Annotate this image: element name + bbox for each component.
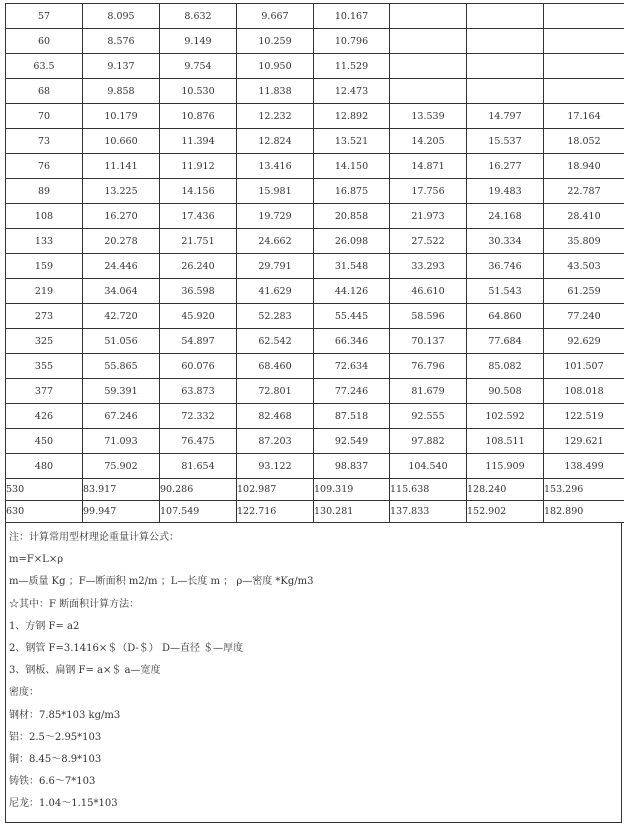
table-cell: 55.445 bbox=[314, 304, 390, 329]
table-cell: 10.530 bbox=[160, 79, 237, 104]
table-cell bbox=[467, 79, 544, 104]
table-cell: 17.756 bbox=[390, 179, 467, 204]
table-cell bbox=[544, 54, 624, 79]
table-row bbox=[6, 179, 624, 204]
table-cell: 26.240 bbox=[160, 254, 237, 279]
table-cell: 35.809 bbox=[544, 229, 624, 254]
table-cell: 14.205 bbox=[390, 129, 467, 154]
table-cell: 26.098 bbox=[314, 229, 390, 254]
table-cell: 71.093 bbox=[83, 429, 160, 454]
table-row bbox=[6, 204, 624, 229]
note-density-heading: 密度： bbox=[6, 682, 621, 704]
note-formula: m=F×L×ρ bbox=[6, 549, 621, 571]
table-cell: 182.890 bbox=[544, 501, 624, 523]
table-cell: 11.394 bbox=[160, 129, 237, 154]
note-density-steel: 钢材：7.85*103 kg/m3 bbox=[6, 705, 621, 727]
table-cell: 63.5 bbox=[6, 54, 83, 79]
table-cell: 90.508 bbox=[467, 379, 544, 404]
table-cell: 122.716 bbox=[237, 501, 314, 523]
table-cell: 13.521 bbox=[314, 129, 390, 154]
table-cell: 54.897 bbox=[160, 329, 237, 354]
table-cell: 11.838 bbox=[237, 79, 314, 104]
note-plate-flat-steel: 3、钢板、扁钢 F= a×＄ a—宽度 bbox=[6, 660, 621, 682]
table-cell: 18.940 bbox=[544, 154, 624, 179]
table-cell: 72.801 bbox=[237, 379, 314, 404]
note-density-cast-iron: 铸铁：6.6～7*103 bbox=[6, 771, 621, 793]
table-cell: 70.137 bbox=[390, 329, 467, 354]
table-cell: 480 bbox=[6, 454, 83, 479]
table-cell: 15.981 bbox=[237, 179, 314, 204]
table-cell: 27.522 bbox=[390, 229, 467, 254]
table-cell: 108.511 bbox=[467, 429, 544, 454]
note-title: 注：计算常用型材理论重量计算公式： bbox=[6, 527, 621, 549]
table-cell bbox=[467, 29, 544, 54]
table-cell: 42.720 bbox=[83, 304, 160, 329]
table-cell: 138.499 bbox=[544, 454, 624, 479]
table-cell: 24.168 bbox=[467, 204, 544, 229]
table-cell: 10.179 bbox=[83, 104, 160, 129]
table-cell: 22.787 bbox=[544, 179, 624, 204]
table-body bbox=[6, 4, 624, 523]
table-row bbox=[6, 354, 624, 379]
table-cell: 29.791 bbox=[237, 254, 314, 279]
note-square-steel: 1、方钢 F= a2 bbox=[6, 616, 621, 638]
table-cell: 137.833 bbox=[390, 501, 467, 523]
table-cell: 24.662 bbox=[237, 229, 314, 254]
table-cell: 128.240 bbox=[467, 479, 544, 501]
table-cell: 82.468 bbox=[237, 404, 314, 429]
table-cell: 60 bbox=[6, 29, 83, 54]
table-cell bbox=[390, 54, 467, 79]
table-cell: 9.858 bbox=[83, 79, 160, 104]
table-row bbox=[6, 279, 624, 304]
table-cell: 13.416 bbox=[237, 154, 314, 179]
table-cell: 98.837 bbox=[314, 454, 390, 479]
table-cell bbox=[544, 29, 624, 54]
table-cell: 72.634 bbox=[314, 354, 390, 379]
table-cell: 108.018 bbox=[544, 379, 624, 404]
table-cell: 17.436 bbox=[160, 204, 237, 229]
table-row bbox=[6, 4, 624, 29]
table-cell: 426 bbox=[6, 404, 83, 429]
note-steel-pipe: 2、钢管 F=3.1416×＄（D-＄） D—直径 ＄—厚度 bbox=[6, 638, 621, 660]
table-cell: 11.529 bbox=[314, 54, 390, 79]
table-cell: 19.483 bbox=[467, 179, 544, 204]
table-cell: 55.865 bbox=[83, 354, 160, 379]
table-cell: 46.610 bbox=[390, 279, 467, 304]
table-row bbox=[6, 404, 624, 429]
table-cell: 31.548 bbox=[314, 254, 390, 279]
table-cell: 530 bbox=[6, 479, 83, 501]
table-cell: 52.283 bbox=[237, 304, 314, 329]
table-cell: 77.246 bbox=[314, 379, 390, 404]
table-row bbox=[6, 54, 624, 79]
table-cell: 36.746 bbox=[467, 254, 544, 279]
table-cell: 450 bbox=[6, 429, 83, 454]
table-cell: 11.141 bbox=[83, 154, 160, 179]
table-cell: 92.555 bbox=[390, 404, 467, 429]
table-cell: 8.576 bbox=[83, 29, 160, 54]
table-cell: 66.346 bbox=[314, 329, 390, 354]
table-cell: 90.286 bbox=[160, 479, 237, 501]
table-cell: 77.240 bbox=[544, 304, 624, 329]
table-cell: 21.973 bbox=[390, 204, 467, 229]
table-cell: 9.137 bbox=[83, 54, 160, 79]
table-cell: 17.164 bbox=[544, 104, 624, 129]
table-cell: 10.876 bbox=[160, 104, 237, 129]
table-cell: 325 bbox=[6, 329, 83, 354]
steel-pipe-weight-table bbox=[5, 3, 624, 523]
table-cell: 12.892 bbox=[314, 104, 390, 129]
table-cell: 12.824 bbox=[237, 129, 314, 154]
table-cell: 377 bbox=[6, 379, 83, 404]
table-row bbox=[6, 329, 624, 354]
table-cell: 12.232 bbox=[237, 104, 314, 129]
table-cell: 107.549 bbox=[160, 501, 237, 523]
table-cell: 92.629 bbox=[544, 329, 624, 354]
table-cell: 14.150 bbox=[314, 154, 390, 179]
table-cell: 9.149 bbox=[160, 29, 237, 54]
table-cell: 10.167 bbox=[314, 4, 390, 29]
table-cell: 115.909 bbox=[467, 454, 544, 479]
note-definitions: m—质量 Kg ；F—断面积 m2/m ；L—长度 m ； ρ—密度 *Kg/m3 bbox=[6, 571, 621, 593]
table-row bbox=[6, 104, 624, 129]
table-cell: 20.858 bbox=[314, 204, 390, 229]
table-row bbox=[6, 254, 624, 279]
table-cell bbox=[390, 29, 467, 54]
table-cell: 45.920 bbox=[160, 304, 237, 329]
table-cell: 89 bbox=[6, 179, 83, 204]
table-cell: 93.122 bbox=[237, 454, 314, 479]
table-cell: 81.679 bbox=[390, 379, 467, 404]
table-cell: 130.281 bbox=[314, 501, 390, 523]
table-cell: 62.542 bbox=[237, 329, 314, 354]
table-cell: 43.503 bbox=[544, 254, 624, 279]
table-cell: 8.095 bbox=[83, 4, 160, 29]
table-cell: 87.203 bbox=[237, 429, 314, 454]
table-cell: 76.475 bbox=[160, 429, 237, 454]
table-cell: 9.754 bbox=[160, 54, 237, 79]
table-row bbox=[6, 479, 624, 501]
table-cell: 28.410 bbox=[544, 204, 624, 229]
document-page bbox=[0, 3, 622, 819]
table-cell: 273 bbox=[6, 304, 83, 329]
table-cell: 16.875 bbox=[314, 179, 390, 204]
table-cell: 70 bbox=[6, 104, 83, 129]
table-cell: 72.332 bbox=[160, 404, 237, 429]
table-cell: 108 bbox=[6, 204, 83, 229]
table-cell: 33.293 bbox=[390, 254, 467, 279]
table-cell: 219 bbox=[6, 279, 83, 304]
table-cell: 10.796 bbox=[314, 29, 390, 54]
table-cell: 83.917 bbox=[83, 479, 160, 501]
table-cell: 92.549 bbox=[314, 429, 390, 454]
table-cell: 630 bbox=[6, 501, 83, 523]
table-cell: 101.507 bbox=[544, 354, 624, 379]
table-cell: 44.126 bbox=[314, 279, 390, 304]
table-row bbox=[6, 229, 624, 254]
table-cell: 19.729 bbox=[237, 204, 314, 229]
table-cell: 14.871 bbox=[390, 154, 467, 179]
table-cell: 102.987 bbox=[237, 479, 314, 501]
table-cell: 41.629 bbox=[237, 279, 314, 304]
table-row bbox=[6, 379, 624, 404]
table-cell: 73 bbox=[6, 129, 83, 154]
table-cell bbox=[390, 4, 467, 29]
table-cell: 36.598 bbox=[160, 279, 237, 304]
table-cell: 67.246 bbox=[83, 404, 160, 429]
table-cell: 61.259 bbox=[544, 279, 624, 304]
table-cell: 75.902 bbox=[83, 454, 160, 479]
table-cell: 76 bbox=[6, 154, 83, 179]
table-cell bbox=[467, 54, 544, 79]
note-density-aluminum: 铝：2.5～2.95*103 bbox=[6, 727, 621, 749]
table-cell: 99.947 bbox=[83, 501, 160, 523]
table-cell: 10.660 bbox=[83, 129, 160, 154]
table-cell: 34.064 bbox=[83, 279, 160, 304]
table-cell bbox=[544, 4, 624, 29]
table-cell: 51.056 bbox=[83, 329, 160, 354]
table-cell: 16.277 bbox=[467, 154, 544, 179]
note-density-copper: 铜：8.45～8.9*103 bbox=[6, 749, 621, 771]
table-row bbox=[6, 304, 624, 329]
table-cell: 12.473 bbox=[314, 79, 390, 104]
table-cell: 10.950 bbox=[237, 54, 314, 79]
table-cell: 15.537 bbox=[467, 129, 544, 154]
table-cell: 109.319 bbox=[314, 479, 390, 501]
table-cell: 159 bbox=[6, 254, 83, 279]
table-cell: 9.667 bbox=[237, 4, 314, 29]
table-row bbox=[6, 501, 624, 523]
table-cell: 20.278 bbox=[83, 229, 160, 254]
table-cell: 18.052 bbox=[544, 129, 624, 154]
table-cell bbox=[467, 4, 544, 29]
table-cell: 57 bbox=[6, 4, 83, 29]
table-cell: 102.592 bbox=[467, 404, 544, 429]
table-cell: 13.225 bbox=[83, 179, 160, 204]
table-cell: 133 bbox=[6, 229, 83, 254]
table-cell: 153.296 bbox=[544, 479, 624, 501]
table-cell: 51.543 bbox=[467, 279, 544, 304]
table-cell: 63.873 bbox=[160, 379, 237, 404]
table-row bbox=[6, 154, 624, 179]
table-cell: 30.334 bbox=[467, 229, 544, 254]
table-cell: 11.912 bbox=[160, 154, 237, 179]
table-cell: 115.638 bbox=[390, 479, 467, 501]
table-cell: 8.632 bbox=[160, 4, 237, 29]
table-cell: 60.076 bbox=[160, 354, 237, 379]
table-row bbox=[6, 454, 624, 479]
table-cell: 68.460 bbox=[237, 354, 314, 379]
table-cell: 59.391 bbox=[83, 379, 160, 404]
table-cell: 81.654 bbox=[160, 454, 237, 479]
table-cell: 10.259 bbox=[237, 29, 314, 54]
table-cell: 85.082 bbox=[467, 354, 544, 379]
note-density-nylon: 尼龙：1.04～1.15*103 bbox=[6, 793, 621, 815]
table-cell: 14.156 bbox=[160, 179, 237, 204]
table-cell: 58.596 bbox=[390, 304, 467, 329]
table-cell: 152.902 bbox=[467, 501, 544, 523]
table-cell: 76.796 bbox=[390, 354, 467, 379]
table-cell: 24.446 bbox=[83, 254, 160, 279]
table-cell: 87.518 bbox=[314, 404, 390, 429]
table-cell: 77.684 bbox=[467, 329, 544, 354]
table-cell: 129.621 bbox=[544, 429, 624, 454]
table-row bbox=[6, 129, 624, 154]
note-area-heading: ☆其中：F 断面积计算方法： bbox=[6, 594, 621, 616]
table-cell: 14.797 bbox=[467, 104, 544, 129]
table-cell: 16.270 bbox=[83, 204, 160, 229]
table-cell bbox=[390, 79, 467, 104]
formula-notes bbox=[5, 523, 622, 823]
table-cell: 122.519 bbox=[544, 404, 624, 429]
table-cell: 355 bbox=[6, 354, 83, 379]
table-cell: 21.751 bbox=[160, 229, 237, 254]
table-cell bbox=[544, 79, 624, 104]
table-row bbox=[6, 429, 624, 454]
table-cell: 104.540 bbox=[390, 454, 467, 479]
table-row bbox=[6, 29, 624, 54]
table-cell: 64.860 bbox=[467, 304, 544, 329]
table-row bbox=[6, 79, 624, 104]
table-cell: 68 bbox=[6, 79, 83, 104]
table-cell: 97.882 bbox=[390, 429, 467, 454]
table-cell: 13.539 bbox=[390, 104, 467, 129]
